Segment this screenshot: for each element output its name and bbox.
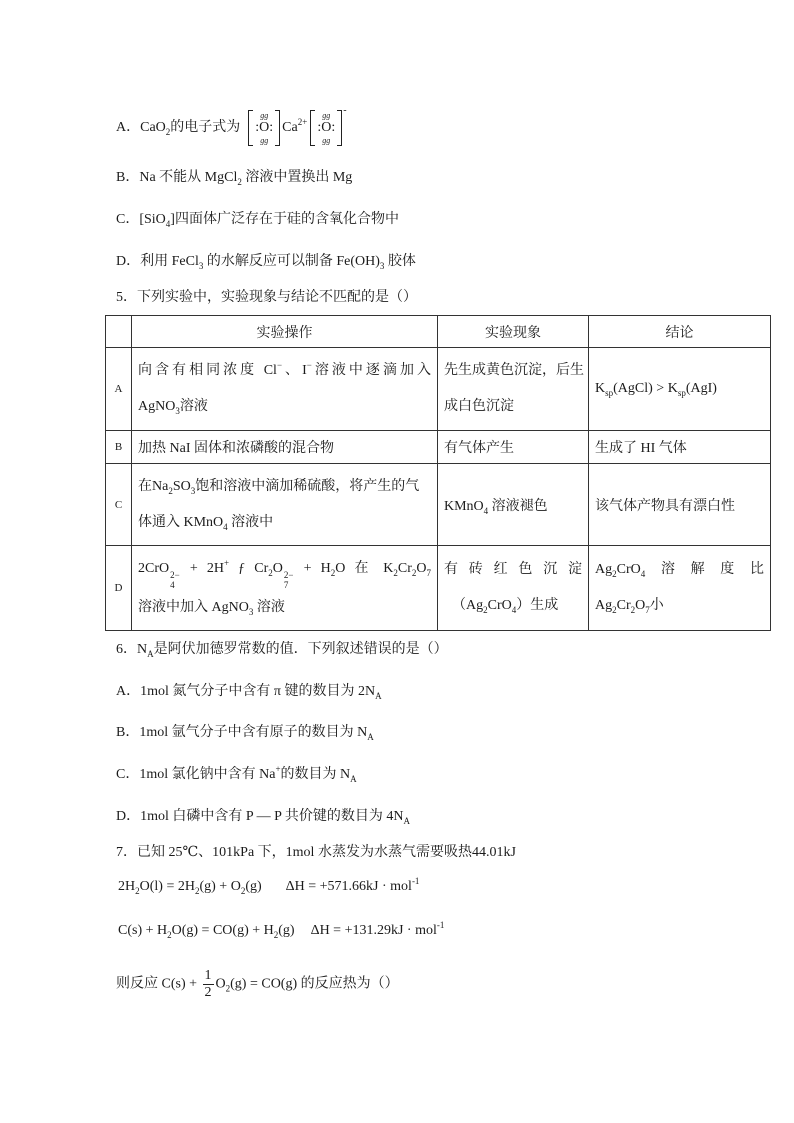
subscript: 2 xyxy=(393,567,398,578)
sub-superscript xyxy=(170,570,180,590)
header-label xyxy=(106,316,132,348)
equation-1-reaction xyxy=(118,879,262,894)
superscript: 2− xyxy=(283,569,294,580)
superscript: 2− xyxy=(170,569,180,580)
electron-dots-top: gg xyxy=(260,111,269,120)
q6-option-a xyxy=(116,682,382,702)
subscript: 2 xyxy=(167,930,172,940)
text-run: ]四面体广泛存在于硅的含氧化合物中 xyxy=(170,212,399,227)
text-run: O(g) = CO(g) + H xyxy=(171,923,274,938)
equation-1 xyxy=(118,877,419,897)
text-run: 2CrO xyxy=(138,560,170,576)
text-run: （Ag xyxy=(452,598,484,613)
text-line xyxy=(444,389,582,425)
text-run: (g) = CO(g) 的反应热为（） xyxy=(230,976,399,992)
superscript: -1 xyxy=(436,920,445,930)
text-run: D．利用 FeCl xyxy=(116,254,199,269)
text-run: 溶液 xyxy=(179,399,208,414)
text-run: 成白色沉淀 xyxy=(444,399,514,414)
subscript: sp xyxy=(677,388,686,398)
phenomenon-cell xyxy=(438,431,589,464)
subscript: 2 xyxy=(225,983,231,994)
subscript: 4 xyxy=(483,505,489,516)
text-run: 溶液褪色 xyxy=(488,498,548,514)
conclusion-cell xyxy=(589,546,771,631)
text-run: B．Na 不能从 MgCl xyxy=(116,170,238,185)
electron-dots-top: gg xyxy=(322,111,331,120)
text-line xyxy=(444,552,582,588)
left-bracket xyxy=(248,110,253,146)
row-label: C xyxy=(106,464,132,546)
subscript: 3 xyxy=(175,406,180,416)
subscript: sp xyxy=(605,388,614,398)
equation-1-enthalpy xyxy=(285,876,420,894)
subscript: 2 xyxy=(630,605,636,615)
text-line xyxy=(138,389,431,425)
q5-stem: 5．下列实验中，实验现象与结论不匹配的是（） xyxy=(116,290,417,305)
subscript: 2 xyxy=(135,886,140,896)
q4-option-a xyxy=(116,105,347,148)
text-run: AgNO xyxy=(138,399,176,414)
subscript: 3 xyxy=(190,485,196,496)
q4-option-d xyxy=(116,252,416,272)
subscript: 4 xyxy=(223,521,228,532)
text-run: 溶液 xyxy=(253,599,285,615)
subscript: 3 xyxy=(379,261,385,271)
operation-cell xyxy=(132,546,438,631)
electron-dots-bottom: gg xyxy=(260,136,269,145)
table-row xyxy=(106,546,771,631)
text-run: (g) xyxy=(245,879,262,894)
subscript: 2 xyxy=(612,569,617,579)
calcium-ion xyxy=(282,118,307,138)
option-a-text xyxy=(116,118,240,138)
text-run: 饱和溶液中滴加稀硫酸，将产生的气 xyxy=(195,478,420,494)
text-run: 的水解反应可以制备 Fe(OH) xyxy=(203,254,380,269)
text-run: 加热 NaI 固体和浓磷酸的混合物 xyxy=(138,441,334,456)
text-run: Ag xyxy=(595,598,613,613)
text-run: O xyxy=(635,598,646,613)
text-run: KMnO xyxy=(444,498,484,514)
subscript: 4 xyxy=(640,569,646,579)
text-run: O 在 K xyxy=(335,560,394,576)
fraction xyxy=(203,968,214,1001)
text-line xyxy=(138,469,431,505)
subscript: 3 xyxy=(248,606,254,617)
right-bracket xyxy=(275,110,280,146)
text-run: CrO xyxy=(616,562,641,577)
table-header-row xyxy=(106,316,771,348)
text-run: A．CaO xyxy=(116,120,166,135)
subscript: 2 xyxy=(330,567,336,578)
subscript: 4 xyxy=(511,605,517,615)
text-run: ΔH = +131.29kJ · mol xyxy=(310,923,437,938)
text-run: 先生成黄色沉淀，后生 xyxy=(444,363,584,378)
text-run: O xyxy=(272,560,283,576)
text-run: C．[SiO xyxy=(116,212,166,227)
equation-2-enthalpy xyxy=(310,920,445,938)
text-run: ƒ Cr xyxy=(229,560,269,576)
text-run: 则反应 C(s) + xyxy=(116,976,201,992)
superscript: − xyxy=(306,360,312,370)
text-line xyxy=(595,552,764,588)
calcium-charge: 2+ xyxy=(297,117,308,127)
table-row xyxy=(106,348,771,431)
q7-question xyxy=(116,965,399,1003)
oxygen-atom xyxy=(317,111,335,145)
text-run: (g) xyxy=(278,923,295,938)
phenomenon-cell xyxy=(438,348,589,431)
text-line xyxy=(444,353,582,389)
text-run: 体通入 KMnO xyxy=(138,514,224,530)
right-bracket xyxy=(337,110,342,146)
text-run: 是阿伏加德罗常数的值．下列叙述错误的是（） xyxy=(153,642,448,657)
subscript: 7 xyxy=(283,579,289,590)
superscript: + xyxy=(275,764,281,774)
subscript: A xyxy=(375,691,382,701)
text-run: 溶液中置换出 Mg xyxy=(241,170,353,185)
q7-question-text xyxy=(116,968,399,1001)
subscript: 7 xyxy=(426,567,431,578)
text-run: 、I xyxy=(282,363,307,378)
header-phenomenon: 实验现象 xyxy=(438,316,589,348)
q4-option-b xyxy=(116,168,352,188)
text-run: (AgCl) > K xyxy=(613,381,678,396)
subscript: 2 xyxy=(194,886,200,896)
text-line xyxy=(444,588,582,624)
text-line xyxy=(595,588,764,624)
text-run: + 2H xyxy=(180,560,224,576)
subscript: 2 xyxy=(165,127,171,137)
operation-cell xyxy=(132,464,438,546)
text-run: 胶体 xyxy=(384,254,416,269)
phenomenon-cell xyxy=(438,546,589,631)
row-label: D xyxy=(106,546,132,631)
text-run: 向含有相同浓度 Cl xyxy=(138,363,277,378)
superscript: + xyxy=(223,557,230,568)
text-run: O(l) = 2H xyxy=(139,879,195,894)
text-run: 有气体产生 xyxy=(444,441,514,456)
electron-dots-bottom: gg xyxy=(322,136,331,145)
text-run: C．1mol 氯化钠中含有 Na xyxy=(116,767,276,782)
sub-superscript xyxy=(284,570,294,590)
denominator: 2 xyxy=(204,984,212,1000)
subscript: 2 xyxy=(240,886,246,896)
superscript: − xyxy=(276,360,283,370)
text-run: (AgI) xyxy=(685,381,717,396)
q6-option-d xyxy=(116,807,410,827)
text-line xyxy=(138,505,431,541)
table-row xyxy=(106,464,771,546)
experiment-table xyxy=(105,315,771,631)
subscript: A xyxy=(147,649,154,659)
subscript: 2 xyxy=(268,567,273,578)
q6-option-c xyxy=(116,765,357,785)
left-bracket xyxy=(310,110,315,146)
subscript: A xyxy=(350,774,357,784)
text-line xyxy=(138,551,431,590)
text-run: 该气体产物具有漂白性 xyxy=(595,498,735,514)
row-label: A xyxy=(106,348,132,431)
q6-stem xyxy=(116,640,448,660)
text-run: 的数目为 N xyxy=(280,767,351,782)
text-run: Cr xyxy=(397,560,412,576)
oxygen-symbol: :O: xyxy=(255,120,274,135)
text-run: Ag xyxy=(595,562,613,577)
oxygen-atom xyxy=(255,111,273,145)
operation-cell xyxy=(132,431,438,464)
subscript: 2 xyxy=(483,605,488,615)
conclusion-cell xyxy=(589,348,771,431)
subscript: 2 xyxy=(237,177,242,187)
calcium-symbol: Ca xyxy=(282,120,298,135)
text-run: 生成了 HI 气体 xyxy=(595,441,687,456)
text-line xyxy=(138,353,431,389)
subscript: 7 xyxy=(645,605,650,615)
numerator: 1 xyxy=(204,967,212,983)
conclusion-cell xyxy=(589,431,771,464)
cao2-electron-formula xyxy=(248,105,347,147)
q7-stem: 7．已知 25℃、101kPa 下，1mol 水蒸发为水蒸气需要吸热44.01kJ xyxy=(116,845,516,860)
table-row xyxy=(106,431,771,464)
text-run: SO xyxy=(172,478,191,494)
text-run: O xyxy=(215,976,226,992)
subscript: 2 xyxy=(273,930,279,940)
text-run: ）生成 xyxy=(516,598,559,613)
text-run: 6．N xyxy=(116,642,148,657)
subscript: A xyxy=(367,732,374,742)
q4-option-c xyxy=(116,210,399,230)
text-run: D．1mol 白磷中含有 P — P 共价键的数目为 4N xyxy=(116,809,404,824)
text-run: 2H xyxy=(118,879,136,894)
text-run: 溶液中逐滴加入 xyxy=(311,363,431,378)
text-run: 有砖红色沉淀 xyxy=(444,562,582,577)
text-run: B．1mol 氩气分子中含有原子的数目为 N xyxy=(116,725,368,740)
header-operation: 实验操作 xyxy=(132,316,438,348)
text-run: Cr xyxy=(616,598,631,613)
equation-2-reaction xyxy=(118,923,295,938)
subscript: A xyxy=(403,816,411,826)
subscript: 4 xyxy=(165,219,171,229)
text-run: (g) + O xyxy=(199,879,241,894)
header-conclusion: 结论 xyxy=(589,316,771,348)
q6-option-b xyxy=(116,723,374,743)
text-run: ΔH = +571.66kJ · mol xyxy=(285,879,412,894)
text-run: 的电子式为 xyxy=(170,120,241,135)
text-run: 溶液中加入 AgNO xyxy=(138,599,249,615)
text-run: K xyxy=(595,381,606,396)
conclusion-cell xyxy=(589,464,771,546)
subscript: 4 xyxy=(170,579,175,590)
row-label: B xyxy=(106,431,132,464)
operation-cell xyxy=(132,348,438,431)
subscript: 2 xyxy=(168,485,173,496)
subscript: 2 xyxy=(612,605,617,615)
oxygen-symbol: :O: xyxy=(317,120,336,135)
text-run: CrO xyxy=(487,598,512,613)
subscript: 3 xyxy=(198,261,204,271)
text-run: A．1mol 氮气分子中含有 π 键的数目为 2N xyxy=(116,684,376,699)
anion-charge: - xyxy=(343,105,347,116)
superscript: -1 xyxy=(411,876,420,886)
text-run: 在Na xyxy=(138,478,169,494)
text-run: C(s) + H xyxy=(118,923,168,938)
text-line xyxy=(138,590,431,626)
text-run: 溶解度比 xyxy=(645,562,764,577)
phenomenon-cell xyxy=(438,464,589,546)
text-run: 小 xyxy=(649,598,664,613)
text-run: O xyxy=(416,560,427,576)
equation-2 xyxy=(118,921,444,941)
text-run: 溶液中 xyxy=(227,514,274,530)
text-run: + H xyxy=(294,560,331,576)
subscript: 2 xyxy=(411,567,417,578)
